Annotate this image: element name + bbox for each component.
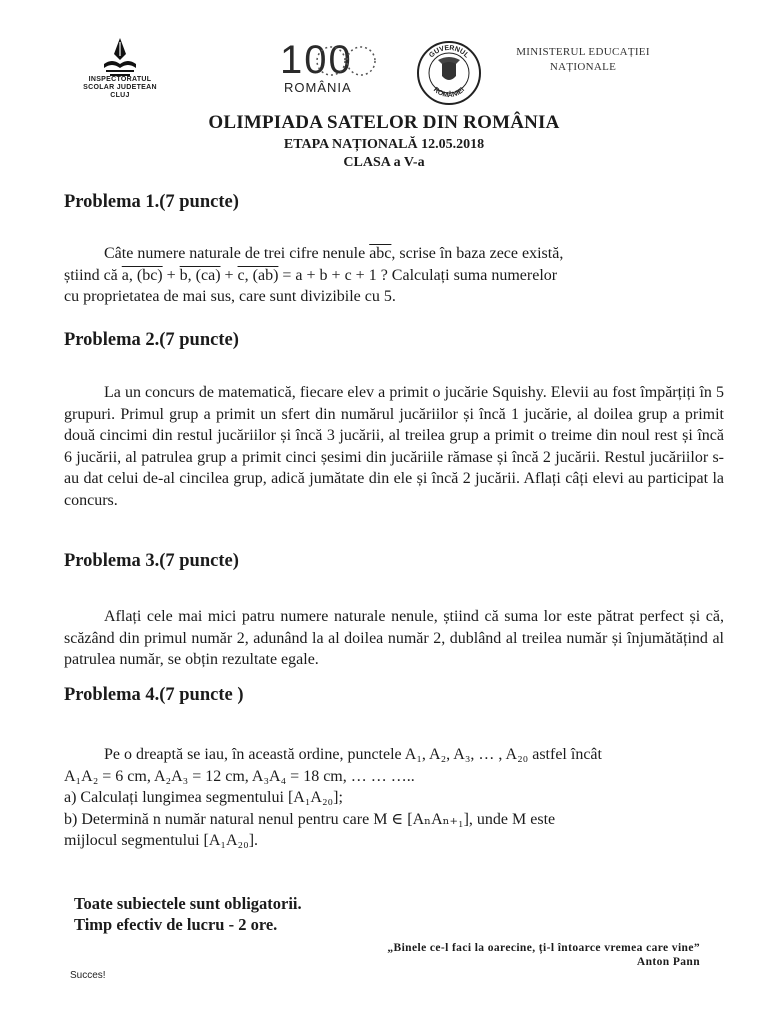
problem-4-line-3: a) Calculați lungimea segmentului [A₁A₂₀]; xyxy=(64,789,343,806)
problem-2-text: La un concurs de matematică, fiecare elev a primit o jucărie Squishy. Elevii au fost împărțiți în 5 grupuri. Primul grup a primit un sfert din numărul jucăriilor și încă 1 jucărie, al doilea grup a primit două cincimi din restul jucăriilor și încă 3 jucării, al treilea grup a primit o treime din noul rest și încă 6 jucării, al patrulea grup a primit cinci șesimi din jucăriile rămase și încă 2 jucării. Restul jucăriilor s-au dat celui de-al cincilea grup, adică jumătate din ele și încă 2 jucării. Aflați câți elevi au participat la concurs. xyxy=(64,384,724,509)
problem-2-heading: Problema 2.(7 puncte) xyxy=(64,330,239,350)
problem-1-text xyxy=(64,243,724,308)
isj-cluj-logo xyxy=(64,36,176,106)
eq-term-b: b, (ca) xyxy=(179,266,221,284)
quote-block xyxy=(280,941,700,969)
abc-overline: $\overline{abc}$ xyxy=(369,245,392,262)
ministry-line-2: NAȚIONALE xyxy=(549,61,617,73)
centenary-logo xyxy=(274,40,384,102)
isj-line-2: SCOLAR JUDETEAN xyxy=(83,84,157,91)
eq-term-a: a, (bc) xyxy=(121,266,163,284)
eq-term-c: c, (ab) xyxy=(237,266,279,284)
centenary-number: 100 xyxy=(280,38,353,82)
ministry-line-1: MINISTERUL EDUCAȚIEI xyxy=(516,46,650,58)
ministry-name xyxy=(498,45,668,75)
problem-1-line-1-b: , scrise în baza zece există, xyxy=(391,245,564,262)
problem-4-text xyxy=(64,744,724,852)
page-title: OLIMPIADA SATELOR DIN ROMÂNIA xyxy=(208,112,560,133)
problem-1-line-1-a: Câte numere naturale de trei cifre nenule xyxy=(104,245,370,262)
mandatory-note: Toate subiectele sunt obligatorii. xyxy=(74,894,302,913)
problem-1-line-1 xyxy=(64,243,724,265)
centenary-country: ROMÂNIA xyxy=(284,80,352,95)
isj-line-3: CLUJ xyxy=(110,92,130,99)
problem-4-heading: Problema 4.(7 puncte ) xyxy=(64,685,244,705)
eq-rest: = a + b + c + 1 ? Calculați suma numerelor xyxy=(278,266,558,284)
problem-1-line-2-a: știind că xyxy=(64,266,122,284)
problem-1-line-2: știind că a, (bc) + b, (ca) + c, (ab) = a + b + c + 1 ? Calculați suma numerelor xyxy=(64,266,558,284)
seal-text-bottom: ROMÂNIEI xyxy=(431,86,467,100)
quote-author: Anton Pann xyxy=(636,956,700,968)
time-note: Timp efectiv de lucru - 2 ore. xyxy=(74,915,278,934)
government-seal-icon xyxy=(416,40,482,106)
quote-text: „Binele ce-l faci la oarecine, ți-l întoarce vremea care vine” xyxy=(387,942,700,954)
problem-3-heading: Problema 3.(7 puncte) xyxy=(64,551,239,571)
centenary-dots-icon xyxy=(314,44,378,78)
isj-logo-text xyxy=(64,76,176,100)
problem-4-line-1-text: Pe o dreaptă se iau, în această ordine, punctele A₁, A₂, A₃, … , A₂₀ astfel încât xyxy=(104,746,602,763)
problem-3-text: Aflați cele mai mici patru numere naturale nenule, știind că suma lor este pătrat perfect și că, scăzând din primul număr 2, adunând la al doilea număr 2, dublând al treilea număr și înjumătățind al patrulea număr, se obțin rezultate egale. xyxy=(64,608,724,668)
isj-line-1: INSPECTORATUL xyxy=(88,76,152,83)
problem-4-line-1 xyxy=(64,744,724,766)
seal-text-top: GUVERNUL xyxy=(428,44,470,60)
succes-note: Succes! xyxy=(70,970,106,981)
problem-4-line-5: mijlocul segmentului [A₁A₂₀]. xyxy=(64,832,259,849)
problem-4-line-4: b) Determină n număr natural nenul pentru care M ∈ [AₙAₙ₊₁], unde M este xyxy=(64,810,556,828)
stage-label: ETAPA NAȚIONALĂ 12.05.2018 xyxy=(283,137,485,152)
problem-1-line-3: cu proprietatea de mai sus, care sunt divizibile cu 5. xyxy=(64,288,396,305)
subtitle xyxy=(0,136,768,172)
problem-4-line-2: A₁A₂ = 6 cm, A₂A₃ = 12 cm, A₃A₄ = 18 cm, … … ….. xyxy=(64,767,415,785)
class-label: CLASA a V-a xyxy=(343,155,425,170)
fountain-pen-book-icon xyxy=(100,36,140,76)
problem-1-heading: Problema 1.(7 puncte) xyxy=(64,192,239,212)
